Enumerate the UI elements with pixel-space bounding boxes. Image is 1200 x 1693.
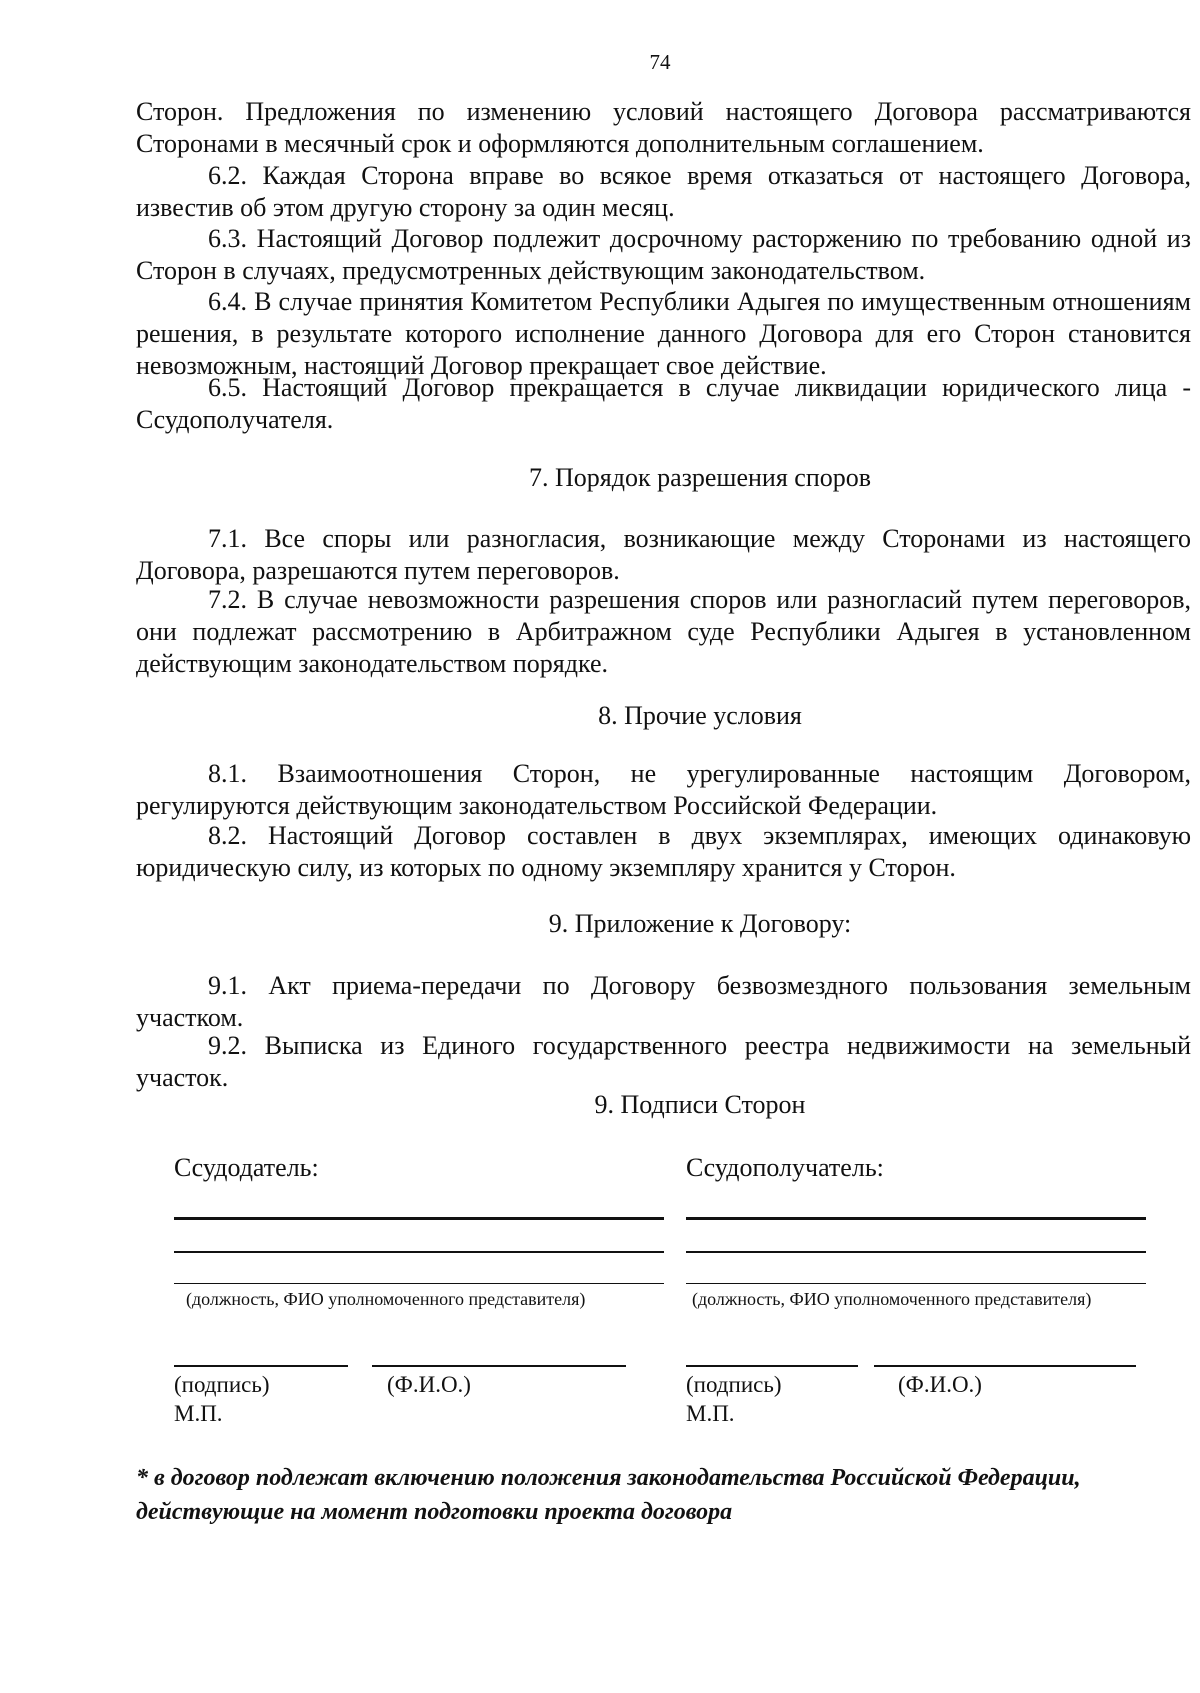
borrower-signature-line [686, 1365, 858, 1367]
page-number: 74 [649, 50, 671, 74]
footnote: * в договор подлежат включению положения законодательства Российской Федерации, действующие на момент подготовки проекта договора [136, 1465, 1081, 1525]
borrower-label: Ссудополучатель: [686, 1153, 884, 1182]
paragraph-intro: Сторон. Предложения по изменению условий настоящего Договора рассматриваются Сторонами в месячный срок и оформляются дополнительным соглашением. [136, 97, 1191, 158]
section-heading-8: 8. Прочие условия [598, 701, 802, 730]
lender-label: Ссудодатель: [174, 1153, 319, 1182]
borrower-fio-line [874, 1365, 1136, 1367]
borrower-seal-label: М.П. [686, 1401, 735, 1426]
paragraph-6-5: 6.5. Настоящий Договор прекращается в случае ликвидации юридического лица - Ссудополучателя. [136, 373, 1191, 434]
lender-fio-line [372, 1365, 626, 1367]
lender-signature-label: (подпись) [174, 1372, 270, 1397]
section-heading-7: 7. Порядок разрешения споров [528, 463, 872, 492]
lender-line-2 [174, 1251, 664, 1253]
borrower-fio-label: (Ф.И.О.) [898, 1372, 982, 1397]
borrower-line-1 [686, 1217, 1146, 1220]
paragraph-7-2: 7.2. В случае невозможности разрешения споров или разногласий путем переговоров, они подлежат рассмотрению в Арбитражном суде Республики Адыгея в установленном действующим законодательством порядке. [136, 585, 1191, 678]
borrower-signature-label: (подпись) [686, 1372, 782, 1397]
paragraph-9-2: 9.2. Выписка из Единого государственного реестра недвижимости на земельный участок. [136, 1031, 1191, 1092]
borrower-line-3 [686, 1283, 1146, 1284]
borrower-line-2 [686, 1251, 1146, 1253]
lender-line-3 [174, 1283, 664, 1284]
paragraph-8-1: 8.1. Взаимоотношения Сторон, не урегулированные настоящим Договором, регулируются действующим законодательством Российской Федерации. [136, 759, 1191, 820]
lender-fio-label: (Ф.И.О.) [387, 1372, 471, 1397]
paragraph-9-1: 9.1. Акт приема-передачи по Договору безвозмездного пользования земельным участком. [136, 971, 1191, 1032]
section-heading-signatures: 9. Подписи Сторон [594, 1090, 806, 1119]
lender-seal-label: М.П. [174, 1401, 223, 1426]
paragraph-6-3: 6.3. Настоящий Договор подлежит досрочному расторжению по требованию одной из Сторон в случаях, предусмотренных действующим законодательством. [136, 224, 1191, 285]
paragraph-6-4: 6.4. В случае принятия Комитетом Республики Адыгея по имущественным отношениям решения, в результате которого исполнение данного Договора для его Сторон становится невозможным, настоящий Договор прекращает свое действие. [136, 287, 1191, 380]
section-heading-9: 9. Приложение к Договору: [548, 909, 852, 938]
lender-line-1 [174, 1217, 664, 1220]
lender-signature-line [174, 1365, 348, 1367]
lender-caption: (должность, ФИО уполномоченного представителя) [186, 1289, 586, 1309]
paragraph-8-2: 8.2. Настоящий Договор составлен в двух экземплярах, имеющих одинаковую юридическую силу, из которых по одному экземпляру хранится у Сторон. [136, 821, 1191, 882]
paragraph-6-2: 6.2. Каждая Сторона вправе во всякое время отказаться от настоящего Договора, известив об этом другую сторону за один месяц. [136, 161, 1191, 222]
paragraph-7-1: 7.1. Все споры или разногласия, возникающие между Сторонами из настоящего Договора, разрешаются путем переговоров. [136, 524, 1191, 585]
borrower-caption: (должность, ФИО уполномоченного представителя) [692, 1289, 1092, 1309]
